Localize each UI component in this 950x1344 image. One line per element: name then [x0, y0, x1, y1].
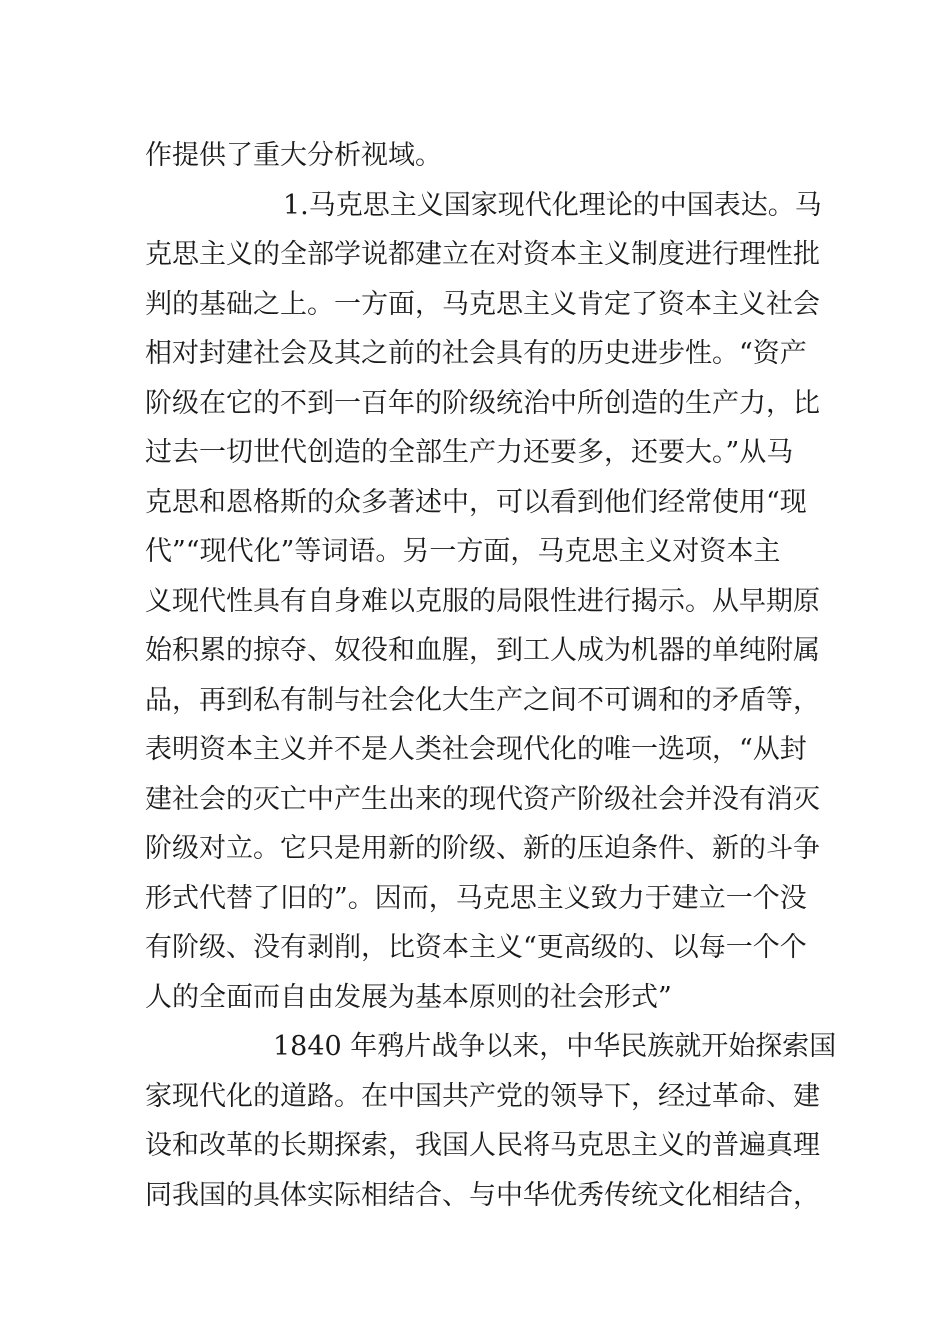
- text-line: 代”“现代化”等词语。另一方面，马克思主义对资本主: [145, 536, 781, 567]
- text-line: 形式代替了旧的”。因而，马克思主义致力于建立一个没: [145, 882, 807, 914]
- text-line: 阶级在它的不到一百年的阶级统治中所创造的生产力，比: [145, 387, 820, 419]
- text-line: 阶级对立。它只是用新的阶级、新的压迫条件、新的斗争: [145, 833, 820, 864]
- text-line: 克思和恩格斯的众多著述中，可以看到他们经常使用“现: [145, 486, 807, 518]
- text-line: 作提供了重大分析视域。: [145, 140, 442, 171]
- text-line-paragraph-start: 1840 年鸦片战争以来，中华民族就开始探索国: [273, 1031, 837, 1062]
- text-line: 相对封建社会及其之前的社会具有的历史进步性。“资产: [145, 338, 807, 369]
- text-line: 人的全面而自由发展为基本原则的社会形式”: [145, 981, 672, 1013]
- text-line: 建社会的灭亡中产生出来的现代资产阶级社会并没有消灭: [145, 783, 820, 815]
- text-line: 设和改革的长期探索，我国人民将马克思主义的普遍真理: [145, 1130, 820, 1161]
- text-line: 始积累的掠夺、奴役和血腥，到工人成为机器的单纯附属: [145, 635, 820, 666]
- text-line-section-heading: 1.马克思主义国家现代化理论的中国表达。马: [283, 189, 822, 221]
- text-line: 判的基础之上。一方面，马克思主义肯定了资本主义社会: [145, 288, 820, 320]
- text-line: 品，再到私有制与社会化大生产之间不可调和的矛盾等，: [145, 684, 820, 716]
- text-line: 同我国的具体实际相结合、与中华优秀传统文化相结合，: [145, 1179, 820, 1211]
- text-line: 义现代性具有自身难以克服的局限性进行揭示。从早期原: [145, 585, 820, 617]
- text-line: 有阶级、没有剥削，比资本主义“更高级的、以每一个个: [145, 932, 807, 963]
- text-line: 过去一切世代创造的全部生产力还要多，还要大。”从马: [145, 437, 794, 468]
- text-line: 家现代化的道路。在中国共产党的领导下，经过革命、建: [145, 1080, 820, 1112]
- text-line: 表明资本主义并不是人类社会现代化的唯一选项，“从封: [145, 734, 807, 765]
- text-line: 克思主义的全部学说都建立在对资本主义制度进行理性批: [145, 239, 820, 270]
- body-text: [145, 131, 837, 1220]
